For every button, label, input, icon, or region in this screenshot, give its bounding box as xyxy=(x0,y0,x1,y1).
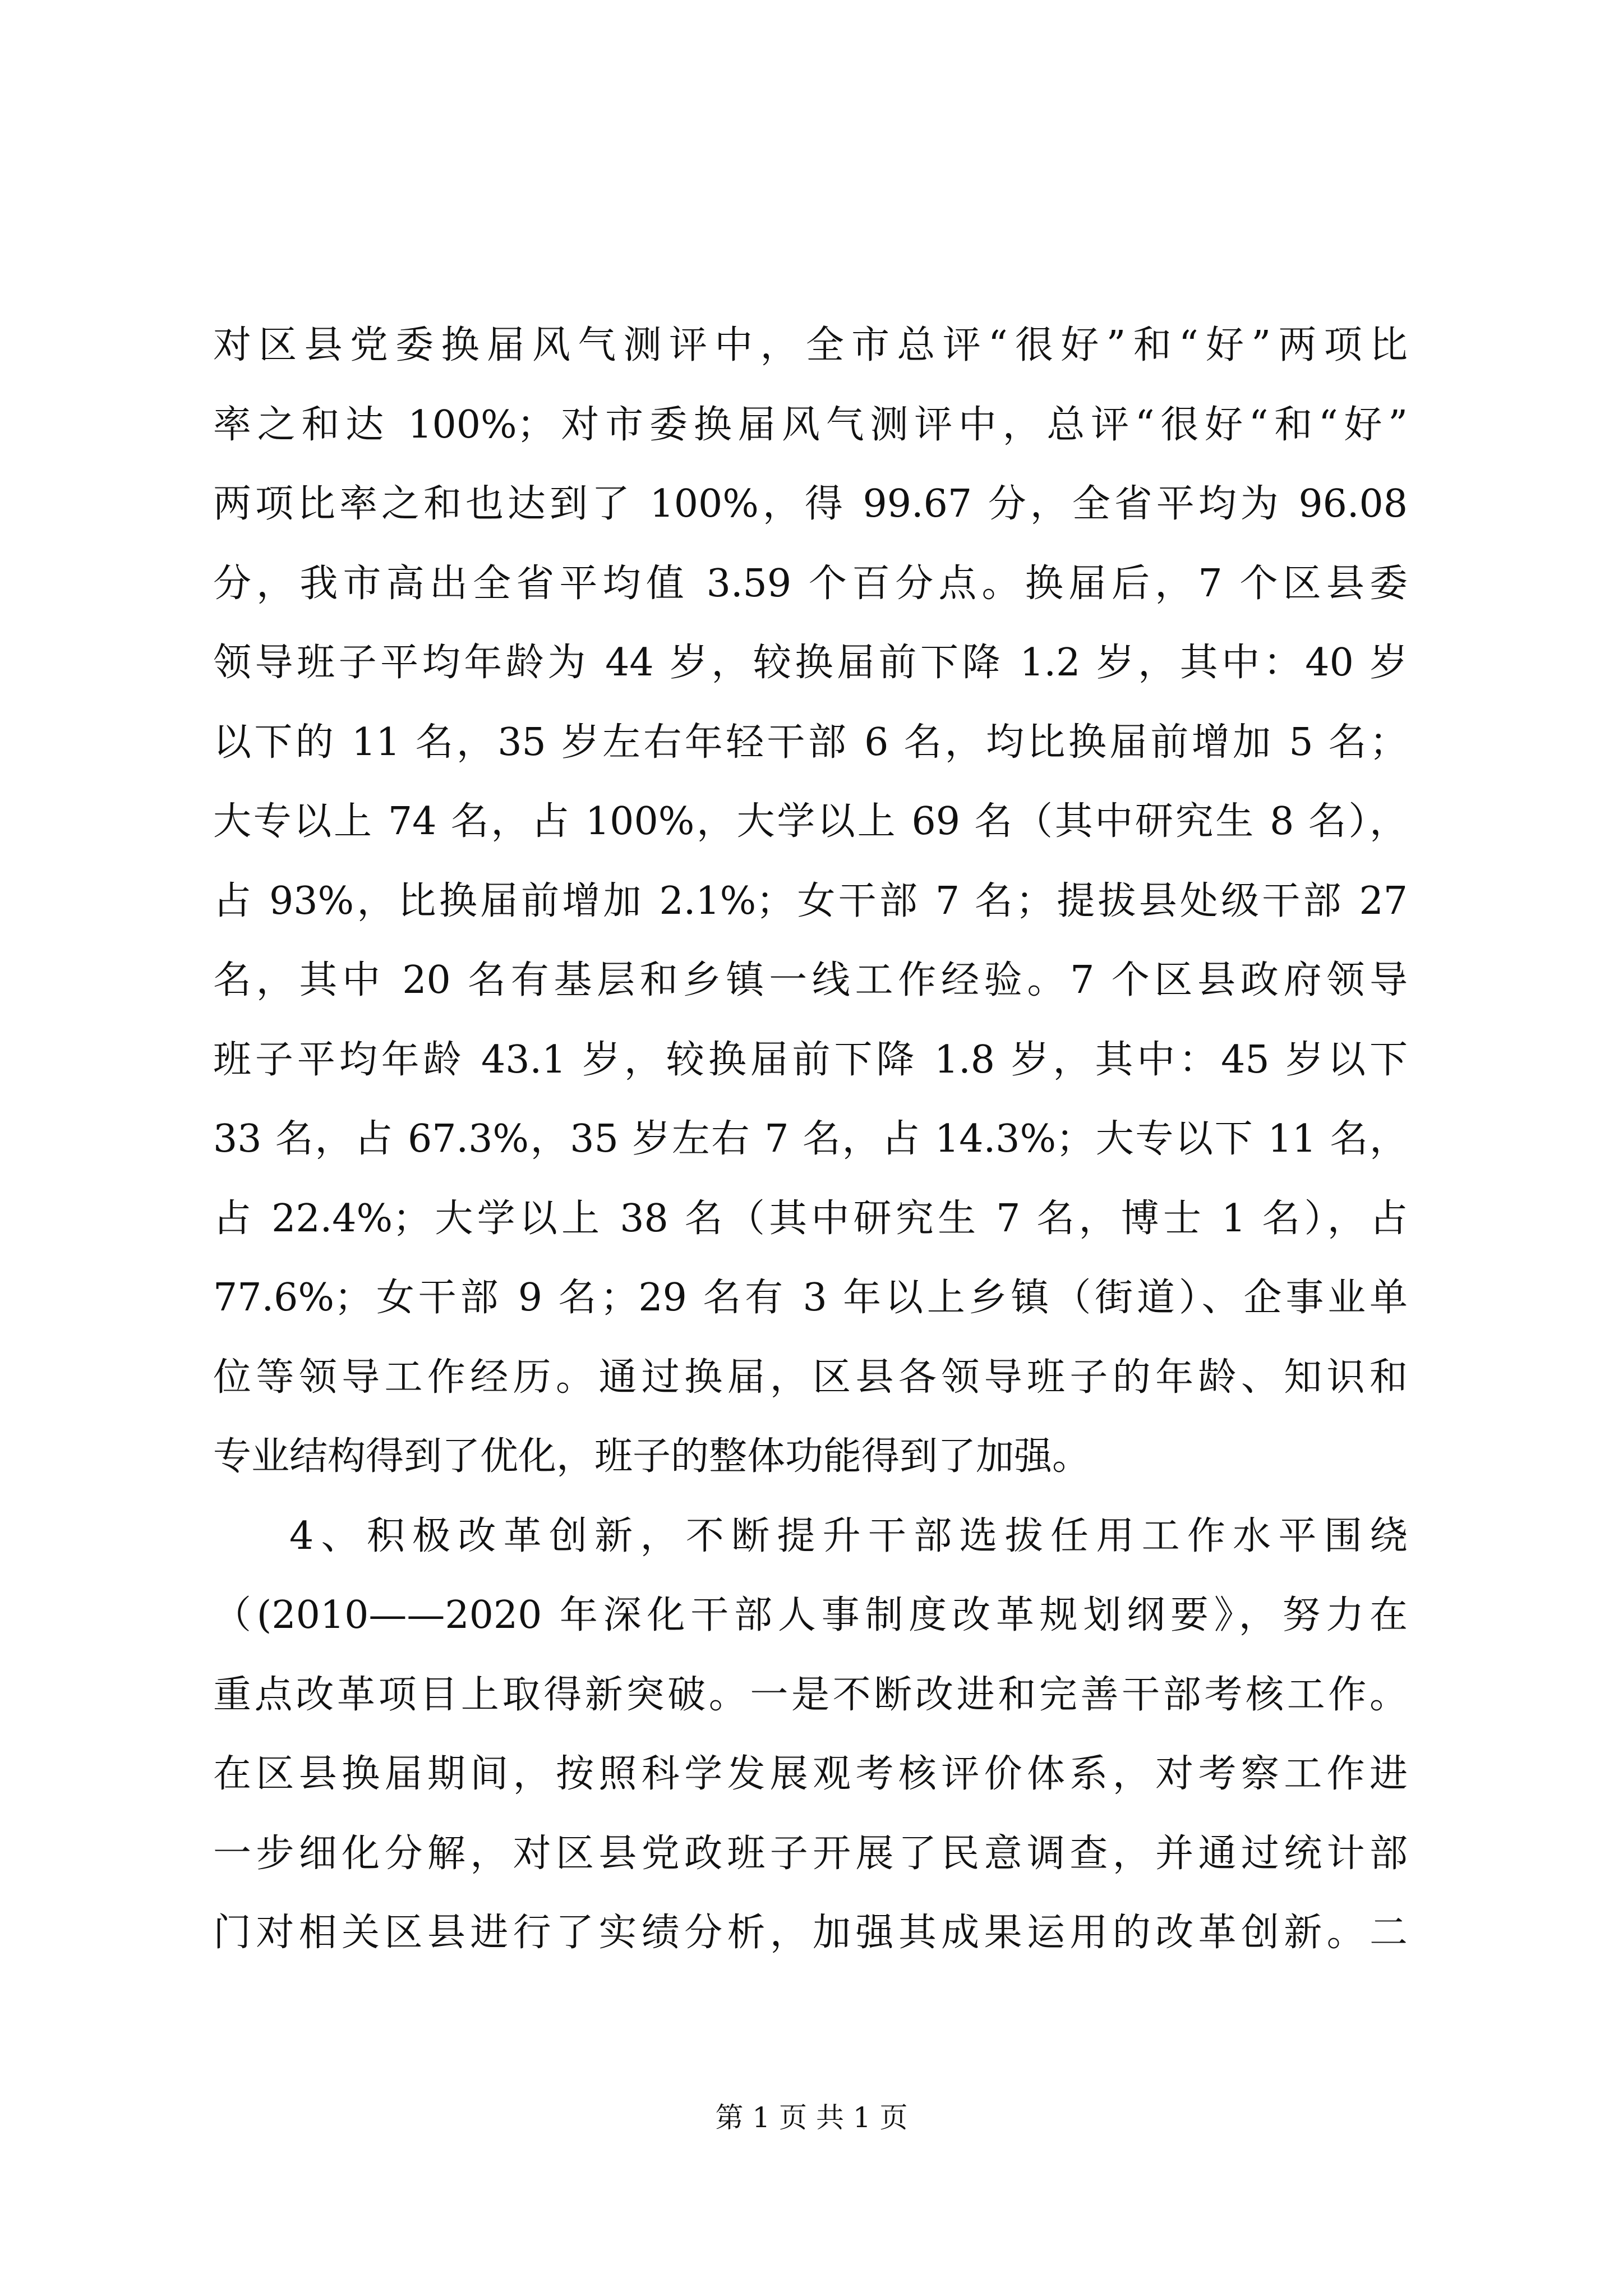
paragraph-2-line-1: 4、积极改革创新，不断提升干部选拔任用工作水平围绕 xyxy=(289,1513,1408,1558)
paragraph-2-line-5: 一步细化分解，对区县党政班子开展了民意调查，并通过统计部 xyxy=(213,1831,1408,1876)
paragraph-1-line-9: 名，其中 20 名有基层和乡镇一线工作经验。7 个区县政府领导 xyxy=(213,958,1408,1002)
paragraph-1-line-3: 两项比率之和也达到了 100%，得 99.67 分，全省平均为 96.08 xyxy=(213,482,1408,526)
paragraph-1-line-7: 大专以上 74 名，占 100%，大学以上 69 名（其中研究生 8 名）， xyxy=(213,799,1408,844)
paragraph-1-line-1: 对区县党委换届风气测评中，全市总评“很好”和“好”两项比 xyxy=(213,323,1408,367)
document-body xyxy=(213,306,1408,1973)
paragraph-2-line-4: 在区县换届期间，按照科学发展观考核评价体系，对考察工作进 xyxy=(213,1752,1408,1796)
paragraph-2-line-6: 门对相关区县进行了实绩分析，加强其成果运用的改革创新。二 xyxy=(213,1911,1408,1955)
paragraph-1-line-15: 专业结构得到了优化，班子的整体功能得到了加强。 xyxy=(213,1434,1091,1479)
paragraph-1-line-4: 分，我市高出全省平均值 3.59 个百分点。换届后，7 个区县委 xyxy=(213,561,1408,606)
paragraph-1-line-6: 以下的 11 名，35 岁左右年轻干部 6 名，均比换届前增加 5 名； xyxy=(213,720,1408,765)
paragraph-1-line-13: 77.6%；女干部 9 名；29 名有 3 年以上乡镇（街道）、企事业单 xyxy=(213,1276,1408,1320)
paragraph-1-line-8: 占 93%，比换届前增加 2.1%；女干部 7 名；提拔县处级干部 27 xyxy=(213,878,1408,923)
page-number-label: 第 1 页 共 1 页 xyxy=(715,2101,908,2134)
paragraph-2-line-3: 重点改革项目上取得新突破。一是不断改进和完善干部考核工作。 xyxy=(213,1672,1408,1717)
paragraph-1-line-2: 率之和达 100%；对市委换届风气测评中，总评“很好“和“好” xyxy=(213,402,1408,447)
paragraph-2-line-2: （(2010——2020 年深化干部人事制度改革规划纲要》，努力在 xyxy=(213,1593,1408,1637)
paragraph-1-line-12: 占 22.4%；大学以上 38 名（其中研究生 7 名，博士 1 名），占 xyxy=(213,1196,1408,1241)
page-footer xyxy=(0,2101,1623,2134)
paragraph-1-line-14: 位等领导工作经历。通过换届，区县各领导班子的年龄、知识和 xyxy=(213,1355,1408,1400)
paragraph-1-line-5: 领导班子平均年龄为 44 岁，较换届前下降 1.2 岁，其中：40 岁 xyxy=(213,641,1408,685)
paragraph-1-line-10: 班子平均年龄 43.1 岁，较换届前下降 1.8 岁，其中：45 岁以下 xyxy=(213,1037,1408,1082)
paragraph-1-line-11: 33 名，占 67.3%，35 岁左右 7 名，占 14.3%；大专以下 11 名， xyxy=(213,1117,1408,1161)
